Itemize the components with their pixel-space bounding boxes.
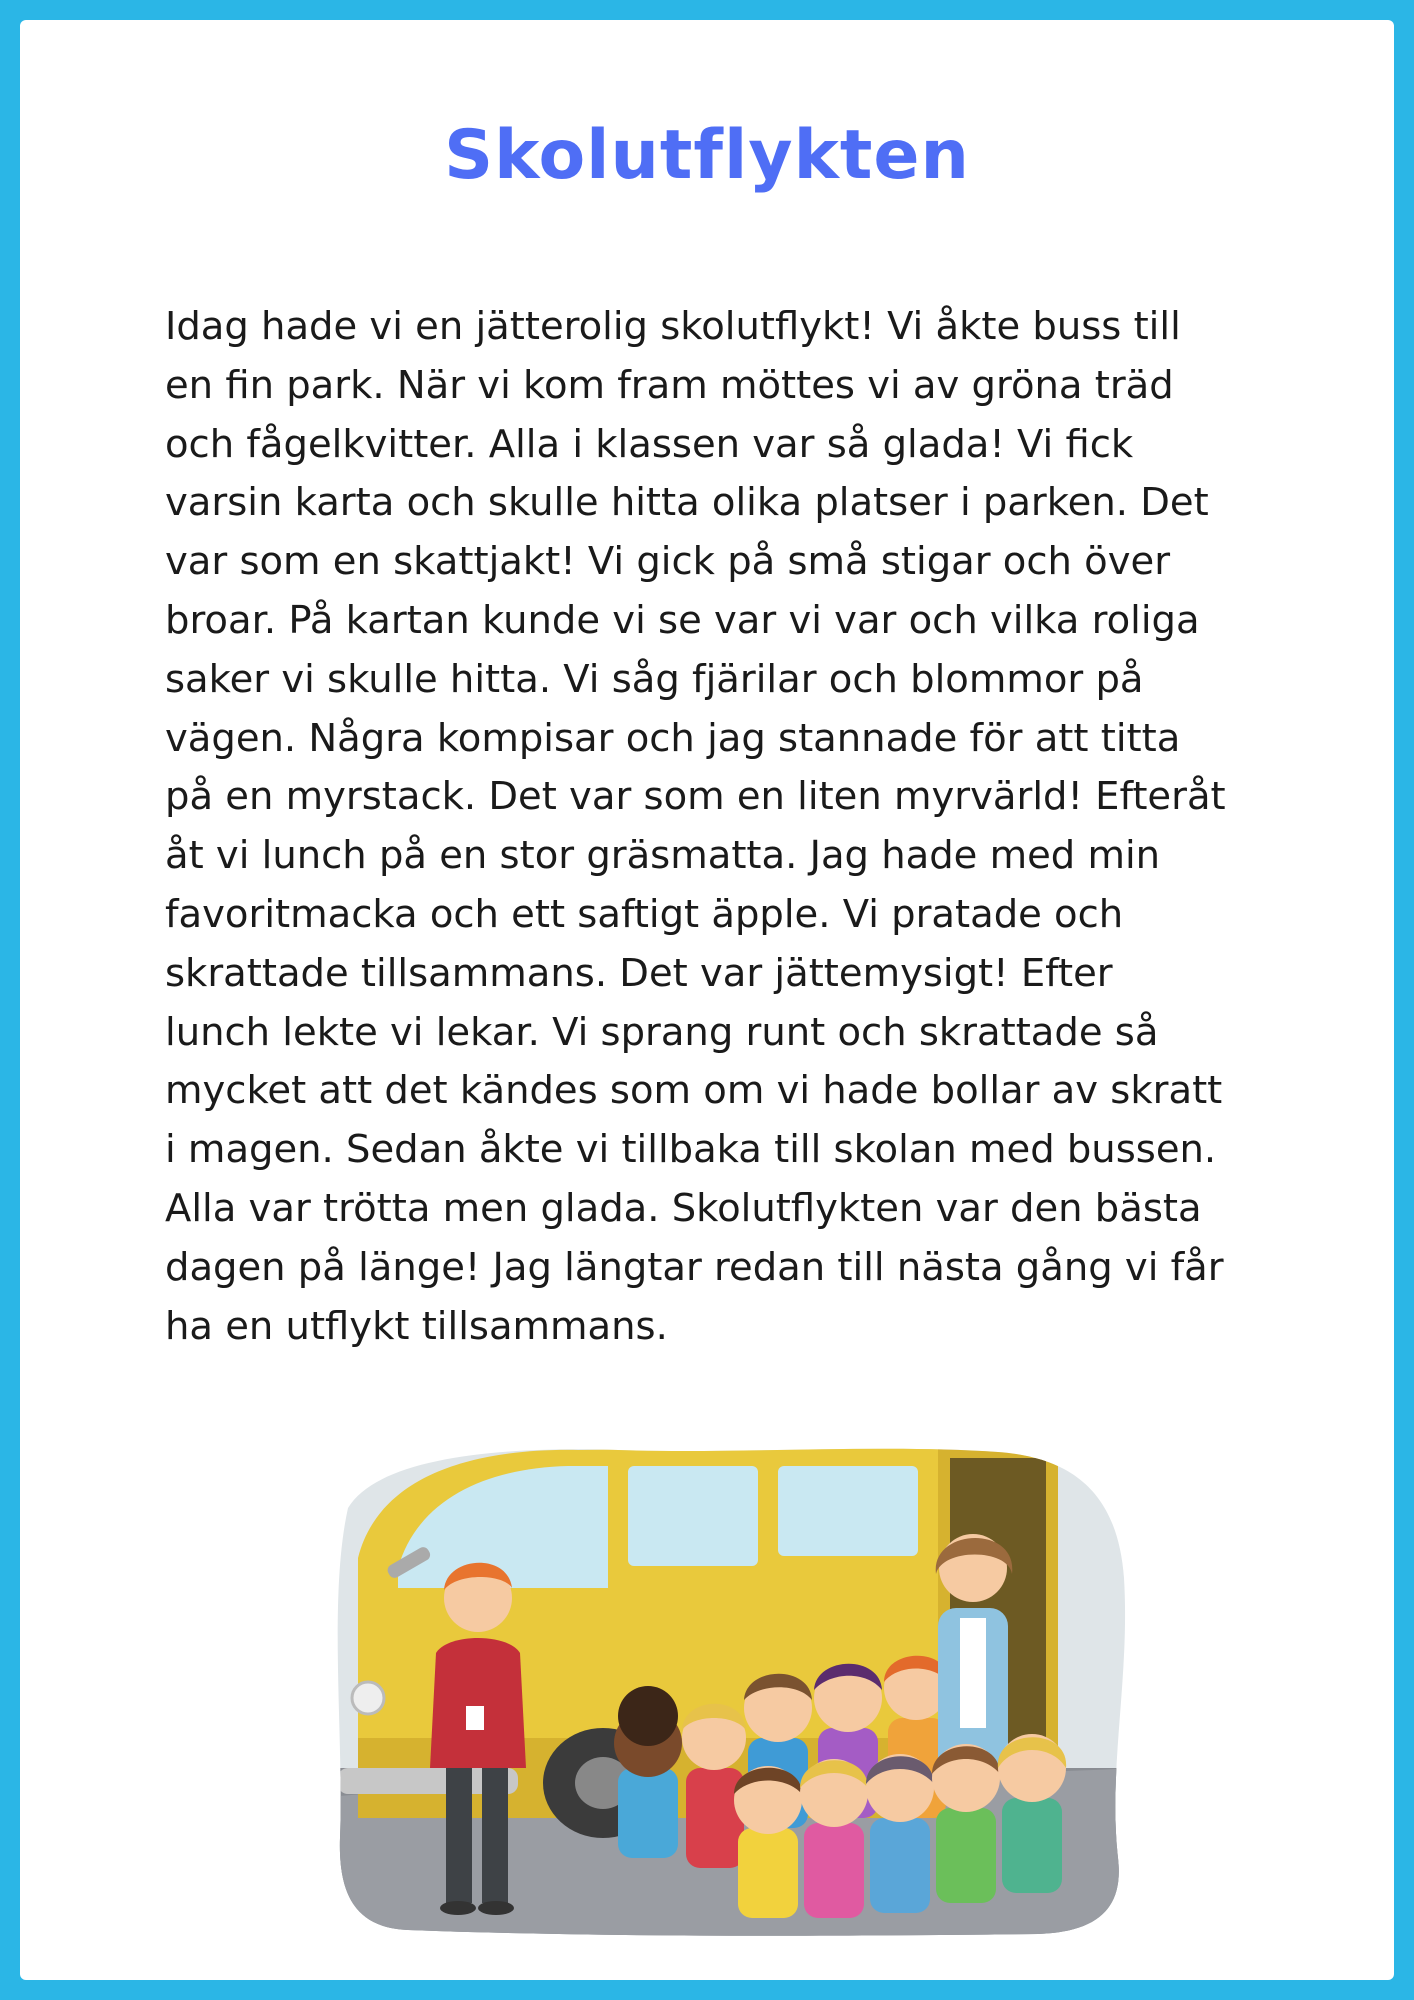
story-line: Idag hade vi en jätterolig skolutflykt! Vi åkte buss till	[165, 304, 1181, 349]
story-line: ha en utflykt tillsammans.	[165, 1303, 668, 1349]
story-line: vägen. Några kompisar och jag stannade för att titta	[165, 715, 1181, 761]
story-line: på en myrstack. Det var som en liten myrvärld! Efteråt	[165, 774, 1226, 820]
story-line: dagen på länge! Jag längtar redan till nästa gång vi får	[165, 1244, 1224, 1290]
story-line: lunch lekte vi lekar. Vi sprang runt och skrattade så	[165, 1009, 1159, 1055]
bus-window	[778, 1466, 918, 1556]
bus-window	[628, 1466, 758, 1566]
story-line: varsin karta och skulle hitta olika platser i parken. Det	[165, 480, 1209, 526]
story-line: broar. På kartan kunde vi se var vi var och vilka roliga	[165, 597, 1200, 643]
story-line: i magen. Sedan åkte vi tillbaka till skolan med bussen.	[165, 1127, 1217, 1173]
story-line: åt vi lunch på en stor gräsmatta. Jag hade med min	[165, 833, 1161, 879]
page-title: Skolutflykten	[444, 116, 970, 195]
story-line: Alla var trötta men glada. Skolutflykten var den bästa	[165, 1185, 1202, 1231]
story-line: mycket att det kändes som om vi hade bollar av skratt	[165, 1068, 1223, 1114]
story-line: favoritmacka och ett saftigt äpple. Vi pratade och	[165, 891, 1124, 937]
story-text	[165, 298, 1280, 1356]
story-line: skrattade tillsammans. Det var jättemysigt! Efter	[165, 950, 1113, 996]
worksheet-page	[20, 20, 1394, 1980]
story-line: en fin park. När vi kom fram möttes vi av gröna träd	[165, 362, 1174, 408]
story-line: och fågelkvitter. Alla i klassen var så glada! Vi fick	[165, 421, 1134, 467]
story-line: var som en skattjakt! Vi gick på små stigar och över	[165, 539, 1171, 585]
school-bus-illustration	[318, 1438, 1138, 1938]
story-line: saker vi skulle hitta. Vi såg fjärilar och blommor på	[165, 656, 1144, 702]
